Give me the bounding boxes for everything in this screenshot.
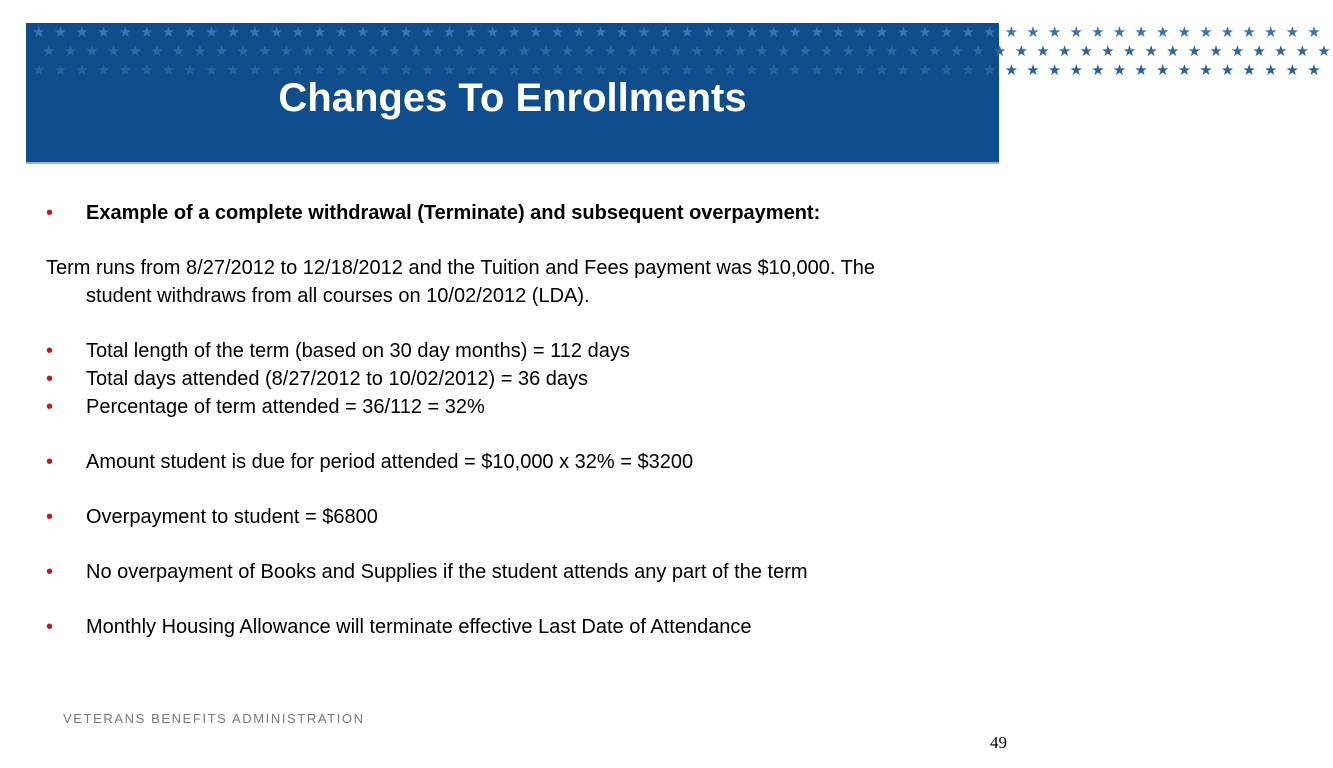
example-paragraph: Term runs from 8/27/2012 to 12/18/2012 and the Tuition and Fees payment was $10,000. The student withdraws from all courses on 10/02/2012 (LDA).: [46, 257, 876, 307]
bullet-icon: •: [46, 616, 54, 638]
bullet-icon: •: [46, 340, 54, 362]
heading-bullet: [46, 199, 946, 227]
footer-organization: VETERANS BENEFITS ADMINISTRATION: [63, 711, 365, 726]
list-item-text: Percentage of term attended = 36/112 = 32%: [86, 396, 485, 418]
slide-title: Changes To Enrollments: [278, 76, 747, 120]
list-item-text: Monthly Housing Allowance will terminate effective Last Date of Attendance: [86, 616, 752, 638]
page-number: 49: [990, 733, 1007, 752]
heading-text: Example of a complete withdrawal (Terminate) and subsequent overpayment:: [86, 202, 821, 224]
bullet-icon: •: [46, 561, 54, 583]
list-item: [46, 337, 946, 365]
stars-pattern: ★ ★ ★ ★ ★ ★ ★ ★ ★ ★ ★ ★ ★ ★ ★ ★ ★ ★ ★ ★ ★ ★ ★ ★ ★ ★ ★ ★ ★ ★ ★ ★ ★ ★ ★ ★ ★ ★ ★ ★ ★ ★ ★ ★ ★ ★ ★ ★ ★ ★ ★ ★ ★ ★ ★ ★ ★ ★ ★ ★ ★ ★ ★ ★ ★ ★ ★ ★ ★ ★ ★ ★ ★ ★ ★ ★ ★ ★ ★ ★ ★ ★ ★ ★ ★ ★ ★ ★ ★ ★ ★ ★ ★ ★ ★ ★ ★ ★ ★ ★ ★ ★ ★ ★ ★ ★ ★ ★ ★ ★ ★ ★ ★ ★ ★ ★ ★ ★ ★ ★ ★ ★ ★ ★ ★ ★ ★ ★ ★ ★ ★ ★ ★ ★ ★ ★ ★ ★ ★ ★ ★ ★ ★ ★ ★ ★ ★ ★ ★ ★ ★ ★ ★ ★ ★ ★ ★ ★ ★ ★ ★ ★ ★ ★ ★ ★ ★ ★ ★ ★ ★ ★ ★ ★ ★ ★ ★ ★ ★ ★: [32, 24, 1333, 79]
bullet-icon: •: [46, 506, 54, 528]
list-item-text: Amount student is due for period attended = $10,000 x 32% = $3200: [86, 451, 694, 473]
list-item-text: No overpayment of Books and Supplies if the student attends any part of the term: [86, 561, 808, 583]
list-item: [46, 613, 946, 641]
title-banner: [26, 23, 1333, 163]
list-item-text: Total days attended (8/27/2012 to 10/02/2012) = 36 days: [86, 368, 589, 390]
slide-body: [46, 199, 946, 641]
list-item: [46, 393, 946, 421]
list-item: [46, 558, 946, 586]
list-item-text: Overpayment to student = $6800: [86, 506, 378, 528]
list-item-text: Total length of the term (based on 30 day months) = 112 days: [86, 340, 630, 362]
list-item: [46, 448, 946, 476]
bullet-icon: •: [46, 202, 54, 224]
bullet-icon: •: [46, 368, 54, 390]
bullet-icon: •: [46, 396, 54, 418]
list-item: [46, 365, 946, 393]
banner-divider: [26, 162, 999, 164]
list-item: [46, 503, 946, 531]
bullet-icon: •: [46, 451, 54, 473]
